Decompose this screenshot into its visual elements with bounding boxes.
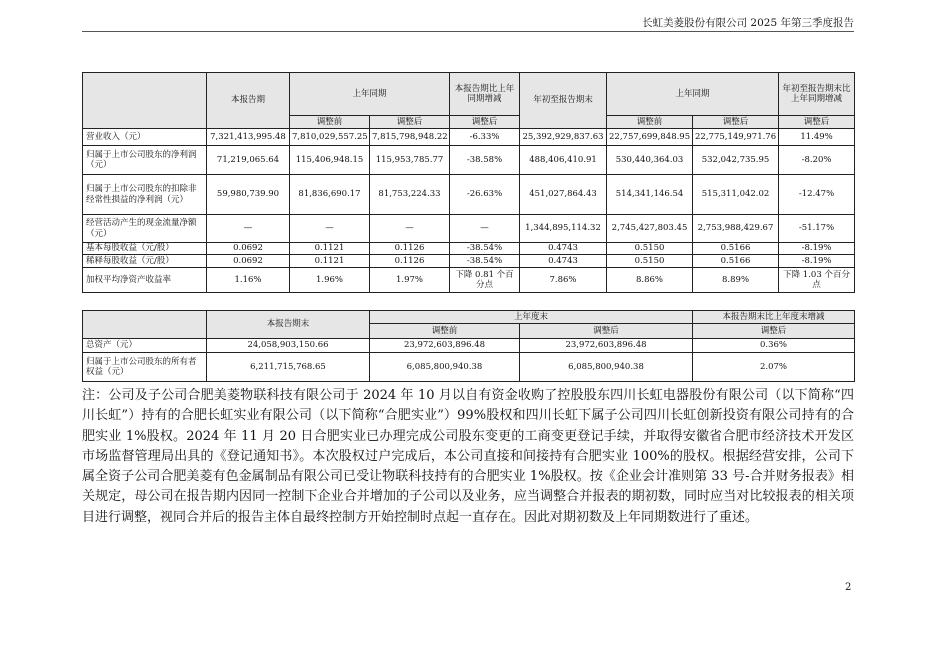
- page-number: 2: [845, 582, 852, 593]
- cell: 2,753,988,429.67: [693, 215, 779, 243]
- cell: 6,085,800,940.38: [520, 353, 693, 382]
- cell: 0.0692: [207, 243, 290, 255]
- cell: 488,406,410.91: [520, 146, 607, 175]
- footnote-paragraph: 注：公司及子公司合肥美菱物联科技有限公司于 2024 年 10 月以自有资金收购了控股股东四川长虹电器股份有限公司（以下简称“四川长虹”）持有的合肥长虹实业有限公司（以下简称“合肥实业”）99%股权和四川长虹下属子公司四川长虹创新投资有限公司持有的合肥实业 1%股权。2024 年 11 月 20 日合肥实业已办理完成公司股东变更的工商变更登记手续，并取得安徽省合肥市经济技术开发区市场监督管理局出具的《登记通知书》。本次股权过户完成后，本公司直接和间接持有合肥实业 100%的股权。根据经营安排，公司下属全资子公司合肥美菱有色金属制品有限公司已受让物联科技持有的合肥实业 1%股权。按《企业会计准则第 33 号-合并财务报表》相关规定，母公司在报告期内因同一控制下企业合并增加的子公司以及业务，应当调整合并报表的期初数，同时应当对比较报表的相关项目进行调整，视同合并后的报告主体自最终控制方开始控制时点起一直存在。因此对期初数及上年同期数进行了重述。: [82, 388, 854, 525]
- cell: 7,321,413,995.48: [207, 129, 290, 146]
- cell: 0.1121: [290, 255, 370, 268]
- row-label: 经营活动产生的现金流量净额（元）: [83, 215, 207, 243]
- cell: 0.36%: [693, 339, 855, 353]
- financial-table-main: [82, 72, 855, 293]
- col-ytd-change-after-adj: 调整后: [779, 116, 855, 129]
- row-label: 总资产（元）: [83, 339, 207, 353]
- cell: 530,440,364.03: [607, 146, 693, 175]
- cell: 1.16%: [207, 268, 290, 293]
- cell: 8.89%: [693, 268, 779, 293]
- row-label: 归属于上市公司股东的净利润（元）: [83, 146, 207, 175]
- cell: 23,972,603,896.48: [520, 339, 693, 353]
- cell: 0.5166: [693, 255, 779, 268]
- table-row: [83, 129, 855, 146]
- cell: 8.86%: [607, 268, 693, 293]
- col-change-after-adj: 调整后: [450, 116, 520, 129]
- col-period-end: 本报告期末: [207, 311, 370, 339]
- cell: —: [450, 215, 520, 243]
- cell: 22,757,699,848.95: [607, 129, 693, 146]
- row-label: 稀释每股收益（元/股）: [83, 255, 207, 268]
- col-current: 本报告期: [207, 73, 290, 129]
- table-row: [83, 146, 855, 175]
- cell: 25,392,929,837.63: [520, 129, 607, 146]
- col-before-adj: 调整前: [370, 324, 520, 339]
- row-label: 基本每股收益（元/股）: [83, 243, 207, 255]
- cell: -26.63%: [450, 175, 520, 215]
- col-prior-ytd: 上年同期: [607, 73, 779, 116]
- cell: -51.17%: [779, 215, 855, 243]
- cell: 0.0692: [207, 255, 290, 268]
- cell: 0.4743: [520, 255, 607, 268]
- cell: 532,042,735.95: [693, 146, 779, 175]
- cell: 下降 0.81 个百分点: [450, 268, 520, 293]
- col-ytd-before-adj: 调整前: [607, 116, 693, 129]
- cell: 11.49%: [779, 129, 855, 146]
- cell: 0.1121: [290, 243, 370, 255]
- cell: -38.58%: [450, 146, 520, 175]
- col-prior-same: 上年同期: [290, 73, 450, 116]
- page-header: 长虹美菱股份有限公司 2025 年第三季度报告: [642, 17, 854, 29]
- row-label: 归属于上市公司股东的扣除非经常性损益的净利润（元）: [83, 175, 207, 215]
- cell: 71,219,065.64: [207, 146, 290, 175]
- cell: 115,406,948.15: [290, 146, 370, 175]
- cell: 2.07%: [693, 353, 855, 382]
- cell: 0.5150: [607, 255, 693, 268]
- col-ytd-after-adj: 调整后: [693, 116, 779, 129]
- cell: -6.33%: [450, 129, 520, 146]
- cell: 0.1126: [370, 243, 450, 255]
- cell: 6,211,715,768.65: [207, 353, 370, 382]
- cell: 515,311,042.02: [693, 175, 779, 215]
- cell: 7,810,029,557.25: [290, 129, 370, 146]
- cell: -8.19%: [779, 255, 855, 268]
- cell: 0.1126: [370, 255, 450, 268]
- table-row: [83, 353, 855, 382]
- col-after-adj: 调整后: [370, 116, 450, 129]
- table-row: [83, 255, 855, 268]
- cell: 0.4743: [520, 243, 607, 255]
- cell: 下降 1.03 个百分点: [779, 268, 855, 293]
- cell: 23,972,603,896.48: [370, 339, 520, 353]
- col-before-adj: 调整前: [290, 116, 370, 129]
- cell: -8.19%: [779, 243, 855, 255]
- cell: 0.5150: [607, 243, 693, 255]
- cell: 115,953,785.77: [370, 146, 450, 175]
- cell: 514,341,146.54: [607, 175, 693, 215]
- cell: 7,815,798,948.22: [370, 129, 450, 146]
- table-row: [83, 215, 855, 243]
- row-label: 加权平均净资产收益率: [83, 268, 207, 293]
- col-change-after-adj: 调整后: [693, 324, 855, 339]
- corner-cell: [83, 311, 207, 339]
- cell: 0.5166: [693, 243, 779, 255]
- cell: —: [290, 215, 370, 243]
- col-change: 本报告期末比上年度末增减: [693, 311, 855, 324]
- cell: -12.47%: [779, 175, 855, 215]
- header-rule: [82, 31, 854, 32]
- cell: -38.54%: [450, 255, 520, 268]
- cell: -8.20%: [779, 146, 855, 175]
- col-prior-year-end: 上年度末: [370, 311, 693, 324]
- table-row: [83, 339, 855, 353]
- table-row: [83, 268, 855, 293]
- table-row: [83, 243, 855, 255]
- cell: 451,027,864.43: [520, 175, 607, 215]
- cell: 1,344,895,114.32: [520, 215, 607, 243]
- col-ytd-change: 年初至报告期末比上年同期增减: [779, 73, 855, 116]
- cell: 22,775,149,971.76: [693, 129, 779, 146]
- cell: 7.86%: [520, 268, 607, 293]
- cell: —: [207, 215, 290, 243]
- col-after-adj: 调整后: [520, 324, 693, 339]
- col-ytd: 年初至报告期末: [520, 73, 607, 129]
- cell: -38.54%: [450, 243, 520, 255]
- cell: 81,836,690.17: [290, 175, 370, 215]
- cell: 6,085,800,940.38: [370, 353, 520, 382]
- cell: 1.97%: [370, 268, 450, 293]
- cell: 24,058,903,150.66: [207, 339, 370, 353]
- cell: 1.96%: [290, 268, 370, 293]
- row-label: 归属于上市公司股东的所有者权益（元）: [83, 353, 207, 382]
- cell: —: [370, 215, 450, 243]
- cell: 59,980,739.90: [207, 175, 290, 215]
- cell: 2,745,427,803.45: [607, 215, 693, 243]
- balance-table: [82, 310, 855, 382]
- corner-cell: [83, 73, 207, 129]
- col-change: 本报告期比上年同期增减: [450, 73, 520, 116]
- table-row: [83, 175, 855, 215]
- cell: 81,753,224.33: [370, 175, 450, 215]
- row-label: 营业收入（元）: [83, 129, 207, 146]
